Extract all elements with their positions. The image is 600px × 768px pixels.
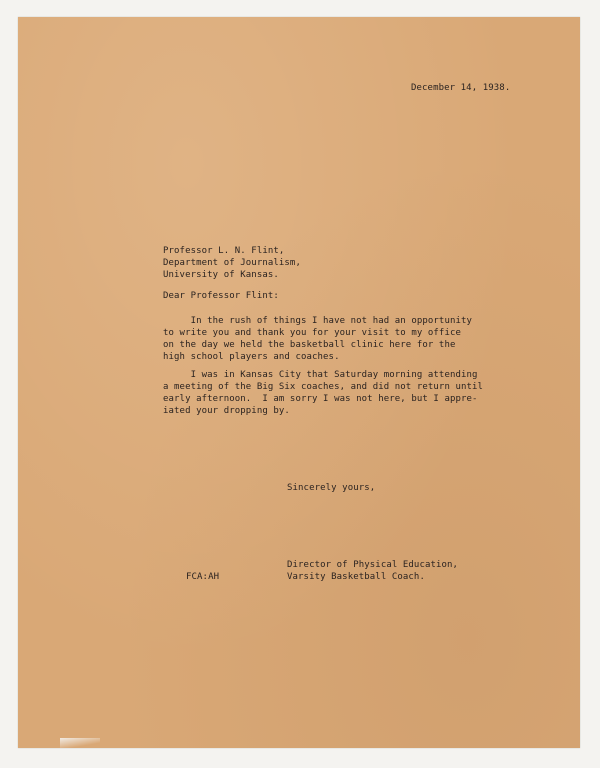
signature-title-1: Director of Physical Education,: [287, 560, 459, 570]
salutation: Dear Professor Flint:: [163, 291, 279, 301]
recipient-address: [163, 245, 301, 281]
signature-title-2: Varsity Basketball Coach.: [287, 572, 425, 582]
paragraph-line: iated your dropping by.: [163, 406, 290, 416]
recipient-name: Professor L. N. Flint,: [163, 246, 285, 256]
closing: Sincerely yours,: [287, 483, 376, 493]
paragraph-line: high school players and coaches.: [163, 352, 340, 362]
body-paragraph-2: [163, 369, 483, 417]
signature-block: [287, 559, 458, 583]
paper-corner-wear: [60, 738, 100, 748]
letter-date: December 14, 1938.: [411, 83, 511, 93]
paragraph-line: to write you and thank you for your visit to my office: [163, 328, 461, 338]
paragraph-line: early afternoon. I am sorry I was not here, but I appre-: [163, 394, 478, 404]
paragraph-line: In the rush of things I have not had an opportunity: [163, 316, 473, 326]
recipient-institution: University of Kansas.: [163, 270, 279, 280]
paragraph-line: I was in Kansas City that Saturday morning attending: [163, 370, 478, 380]
recipient-department: Department of Journalism,: [163, 258, 301, 268]
paragraph-line: a meeting of the Big Six coaches, and did not return until: [163, 382, 484, 392]
paragraph-line: on the day we held the basketball clinic here for the: [163, 340, 456, 350]
typist-initials: FCA:AH: [186, 572, 220, 582]
body-paragraph-1: [163, 315, 472, 363]
